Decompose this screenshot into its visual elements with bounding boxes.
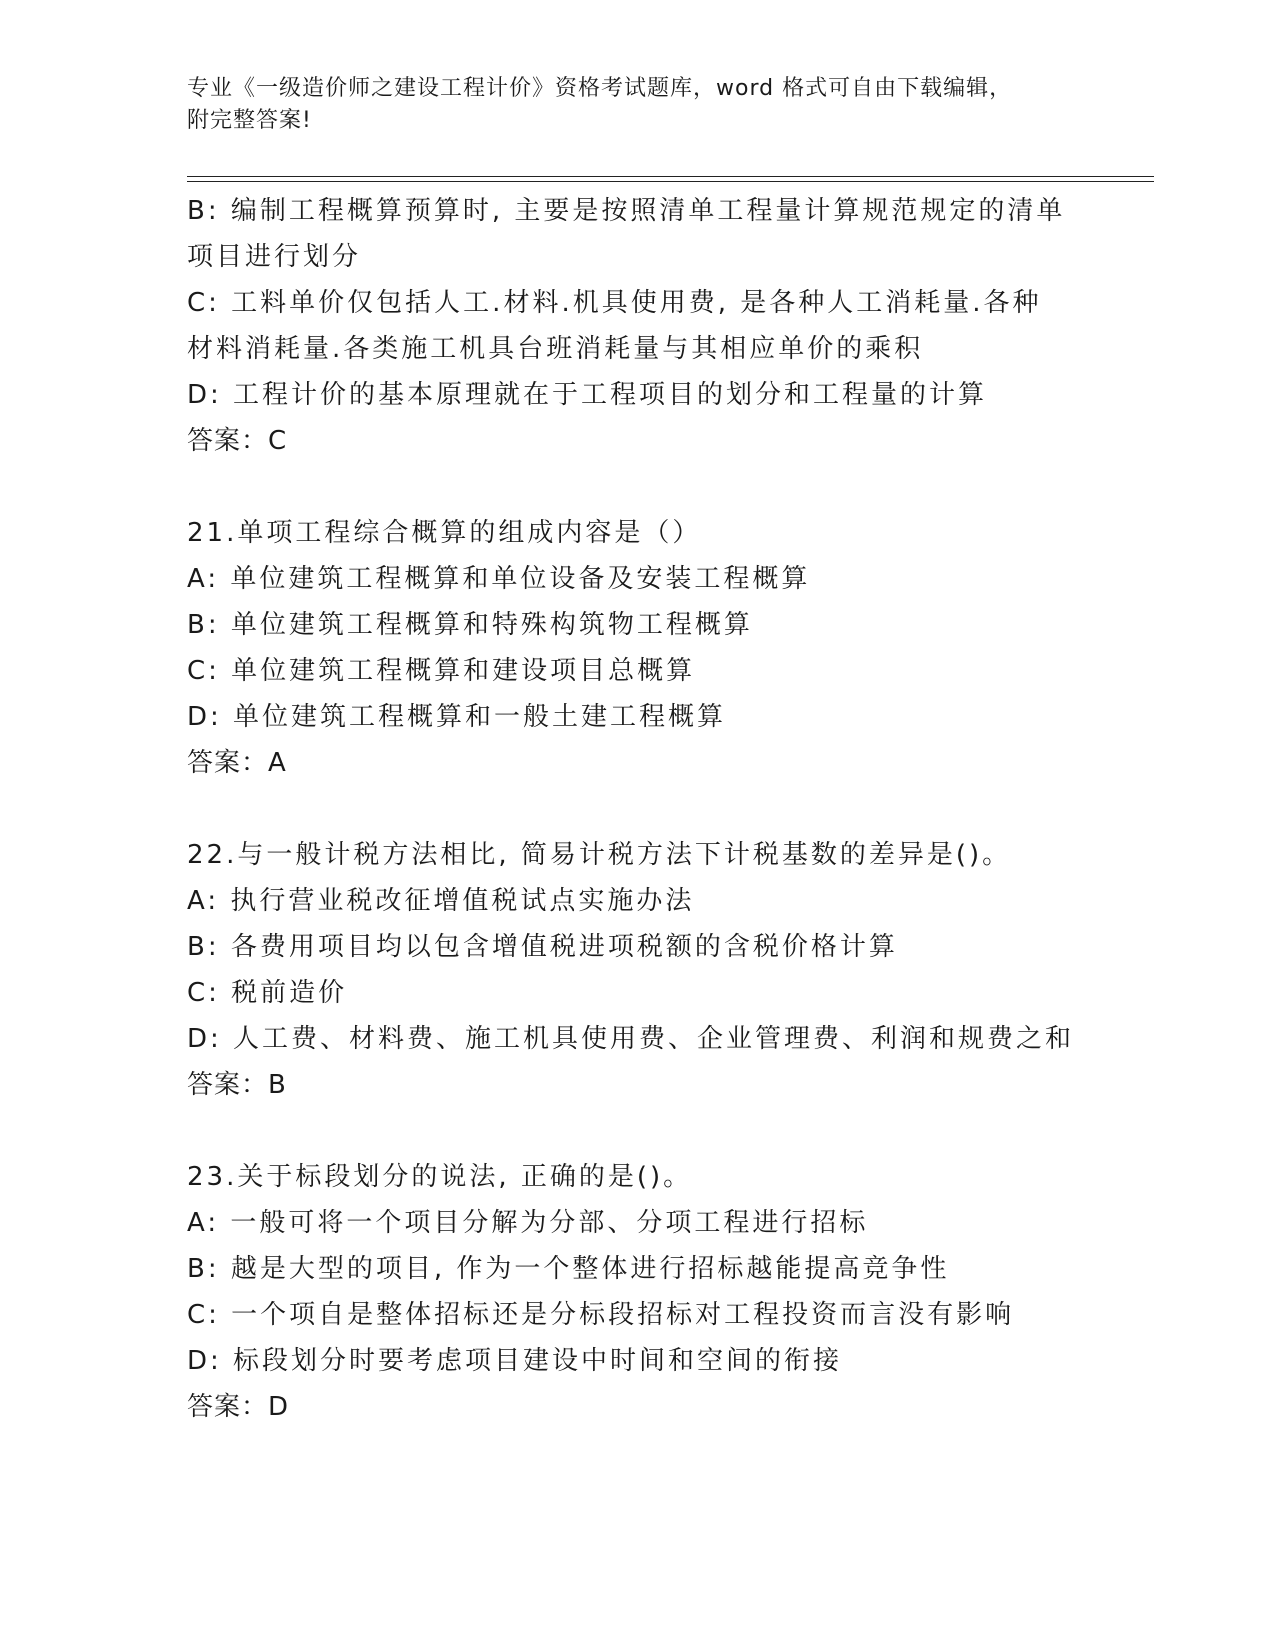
option-b: B: 单位建筑工程概算和特殊构筑物工程概算 [187, 610, 753, 640]
question-content [187, 188, 1107, 1430]
question-stem: 21.单项工程综合概算的组成内容是（） [187, 518, 702, 548]
document-header [187, 73, 1067, 137]
option-b: B: 越是大型的项目, 作为一个整体进行招标越能提高竞争性 [187, 1254, 950, 1284]
option-line: 材料消耗量.各类施工机具台班消耗量与其相应单价的乘积 [187, 334, 924, 364]
answer-line: 答案：B [187, 1070, 287, 1100]
question-continuation [187, 188, 1107, 464]
option-line: C: 工料单价仅包括人工.材料.机具使用费, 是各种人工消耗量.各种 [187, 288, 1042, 318]
header-line-1: 专业《一级造价师之建设工程计价》资格考试题库，word 格式可自由下载编辑， [187, 76, 1013, 101]
spacer [187, 786, 1107, 832]
answer-line: 答案：D [187, 1392, 290, 1422]
option-line: D: 工程计价的基本原理就在于工程项目的划分和工程量的计算 [187, 380, 988, 410]
header-rule-top [187, 176, 1154, 177]
option-c: C: 一个项自是整体招标还是分标段招标对工程投资而言没有影响 [187, 1300, 1015, 1330]
header-line-2: 附完整答案! [187, 108, 312, 133]
question-21 [187, 510, 1107, 786]
question-stem: 23.关于标段划分的说法, 正确的是()。 [187, 1162, 693, 1192]
option-c: C: 税前造价 [187, 978, 348, 1008]
answer-line: 答案：A [187, 748, 287, 778]
option-line: 项目进行划分 [187, 242, 362, 272]
option-b: B: 各费用项目均以包含增值税进项税额的含税价格计算 [187, 932, 898, 962]
spacer [187, 1108, 1107, 1154]
question-22 [187, 832, 1107, 1108]
option-d: D: 单位建筑工程概算和一般土建工程概算 [187, 702, 727, 732]
option-a: A: 单位建筑工程概算和单位设备及安装工程概算 [187, 564, 811, 594]
header-rule-bottom [187, 181, 1154, 182]
option-line: B: 编制工程概算预算时, 主要是按照清单工程量计算规范规定的清单 [187, 196, 1066, 226]
question-stem: 22.与一般计税方法相比, 简易计税方法下计税基数的差异是()。 [187, 840, 1012, 870]
spacer [187, 464, 1107, 510]
question-23 [187, 1154, 1107, 1430]
option-c: C: 单位建筑工程概算和建设项目总概算 [187, 656, 696, 686]
option-d: D: 标段划分时要考虑项目建设中时间和空间的衔接 [187, 1346, 843, 1376]
answer-line: 答案：C [187, 426, 288, 456]
option-d: D: 人工费、材料费、施工机具使用费、企业管理费、利润和规费之和 [187, 1024, 1075, 1054]
option-a: A: 一般可将一个项目分解为分部、分项工程进行招标 [187, 1208, 869, 1238]
option-a: A: 执行营业税改征增值税试点实施办法 [187, 886, 695, 916]
